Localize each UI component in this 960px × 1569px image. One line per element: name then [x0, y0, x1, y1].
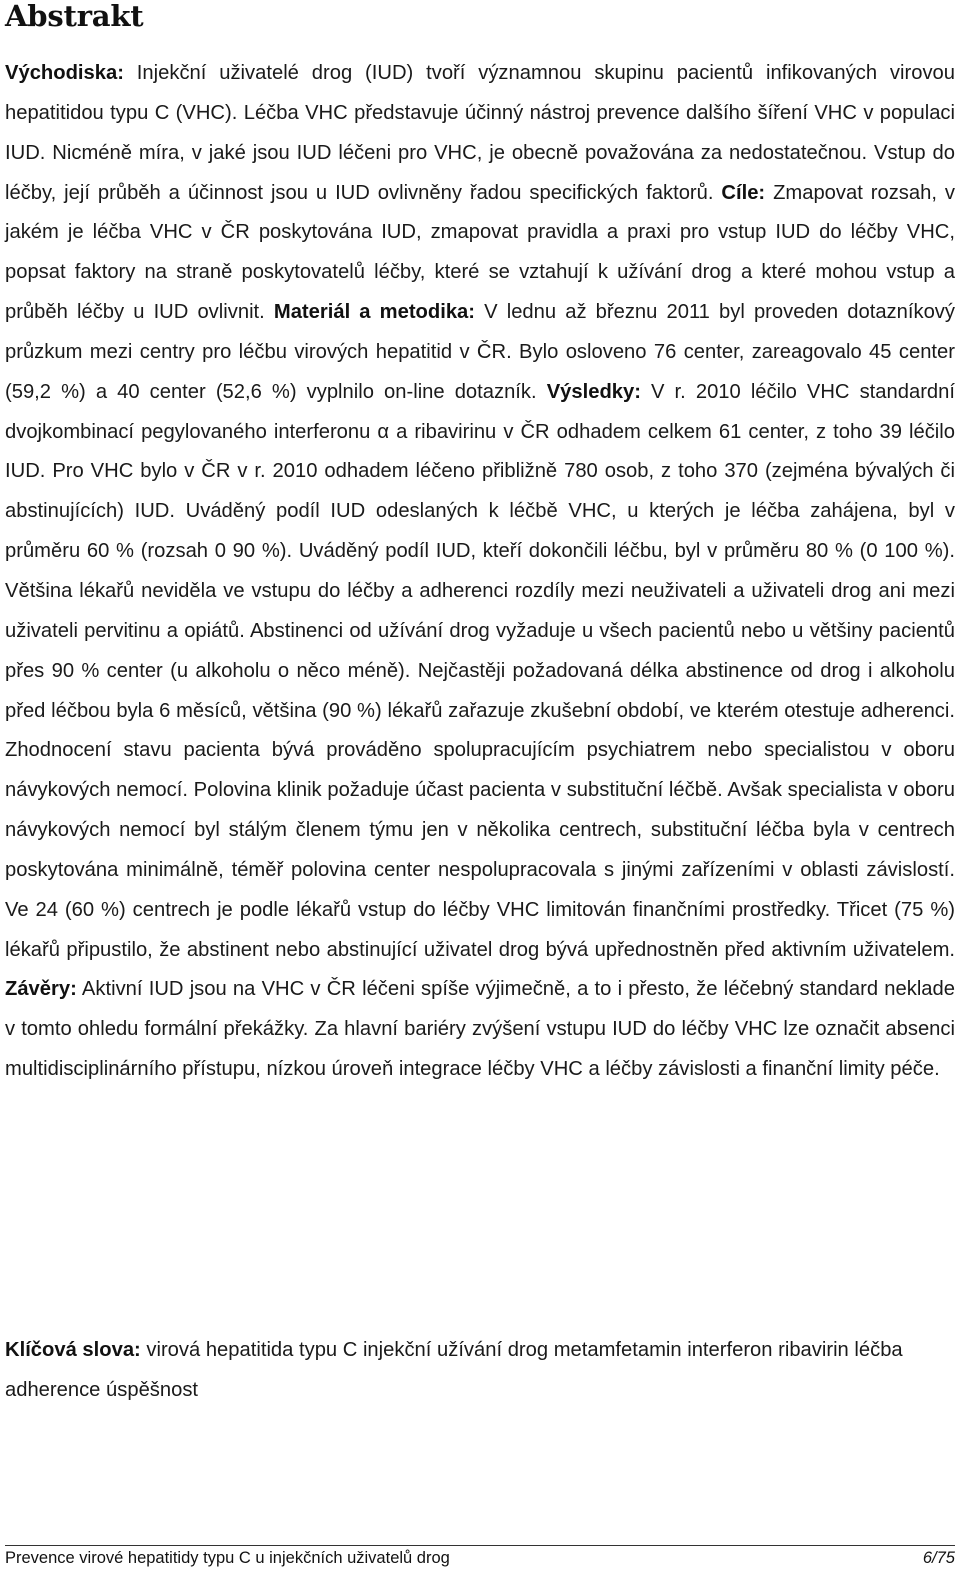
keywords-label: Klíčová slova: [5, 1339, 141, 1361]
section-label-zavery: Závěry: [5, 978, 77, 1001]
footer-divider [5, 1545, 955, 1546]
page-footer [5, 1548, 955, 1568]
abstract-paragraph [5, 54, 955, 1090]
section-text-vysledky: V r. 2010 léčilo VHC standardní dvojkombinací pegylovaného interferonu α a ribavirinu v ČR odhadem celkem 61 center, z toho 39 léčilo IUD. Pro VHC bylo v ČR v r. 2010 odhadem léčeno přibližně 780 osob, z toho 370 (zejména bývalých či abstinujících) IUD. Uváděný podíl IUD odeslaných k léčbě VHC, u kterých je léčba zahájena, byl v průměru 60 % (rozsah 0 90 %). Uváděný podíl IUD, kteří dokončili léčbu, byl v průměru 80 % (0 100 %). Většina lékařů neviděla ve vstupu do léčby a adherenci rozdíly mezi neuživateli a uživateli drog ani mezi uživateli pervitinu a opiátů. Abstinenci od užívání drog vyžaduje u všech pacientů nebo u většiny pacientů přes 90 % center (u alkoholu o něco méně). Nejčastěji požadovaná délka abstinence od drog i alkoholu před léčbou byla 6 měsíců, většina (90 %) lékařů zařazuje zkušební období, ve kterém otestuje adherenci. Zhodnocení stavu pacienta bývá prováděno spolupracujícím psychiatrem nebo specialistou v oboru návykových nemocí. Polovina klinik požaduje účast pacienta v substituční léčbě. Avšak specialista v oboru návykových nemocí byl stálým členem týmu jen v několika centrech, substituční léčba byla v centrech poskytována minimálně, téměř polovina center nespolupracovala s jinými zařízeními v oblasti závislostí. Ve 24 (60 %) centrech je podle lékařů vstup do léčby VHC limitován finančními prostředky. Třicet (75 %) lékařů připustilo, že abstinent nebo abstinující uživatel drog bývá upřednostněn před aktivním uživatelem. [5, 380, 955, 961]
section-label-vysledky: Výsledky: [546, 380, 641, 403]
section-text-zavery: Aktivní IUD jsou na VHC v ČR léčeni spíše výjimečně, a to i přesto, že léčebný standard neklade v tomto ohledu formální překážky. Za hlavní bariéry zvýšení vstupu IUD do léčby VHC lze označit absenci multidisciplinárního přístupu, nízkou úroveň integrace léčby VHC a léčby závislosti a finanční limity péče. [5, 978, 955, 1081]
footer-title: Prevence virové hepatitidy typu C u injekčních uživatelů drog [5, 1549, 450, 1567]
section-label-cile: Cíle: [721, 181, 766, 204]
page-number: 6/75 [922, 1549, 955, 1567]
section-text-cile: Zmapovat rozsah, v jakém je léčba VHC v ČR poskytována IUD, zmapovat pravidla a praxi pro vstup IUD do léčby VHC, popsat faktory na straně poskytovatelů léčby, které se vztahují k užívání drog a které mohou vstup a průběh léčby u IUD ovlivnit. [5, 181, 955, 324]
page-heading: Abstrakt [5, 0, 144, 33]
keywords-paragraph [5, 1330, 955, 1410]
section-text-metodika: V lednu až březnu 2011 byl proveden dotazníkový průzkum mezi centry pro léčbu virových hepatitid v ČR. Bylo osloveno 76 center, zareagovalo 45 center (59,2 %) a 40 center (52,6 %) vyplnilo on-line dotazník. [5, 301, 955, 403]
keywords-text: virová hepatitida typu C injekční užívání drog metamfetamin interferon ribavirin léčba adherence úspěšnost [5, 1339, 903, 1401]
section-text-vychodiska: Injekční uživatelé drog (IUD) tvoří významnou skupinu pacientů infikovaných virovou hepatitidou typu C (VHC). Léčba VHC představuje účinný nástroj prevence dalšího šíření VHC v populaci IUD. Nicméně míra, v jaké jsou IUD léčeni pro VHC, je obecně považována za nedostatečnou. Vstup do léčby, její průběh a účinnost jsou u IUD ovlivněny řadou specifických faktorů. [5, 62, 955, 204]
section-label-metodika: Materiál a metodika: [273, 301, 475, 324]
section-label-vychodiska: Východiska: [5, 62, 124, 84]
